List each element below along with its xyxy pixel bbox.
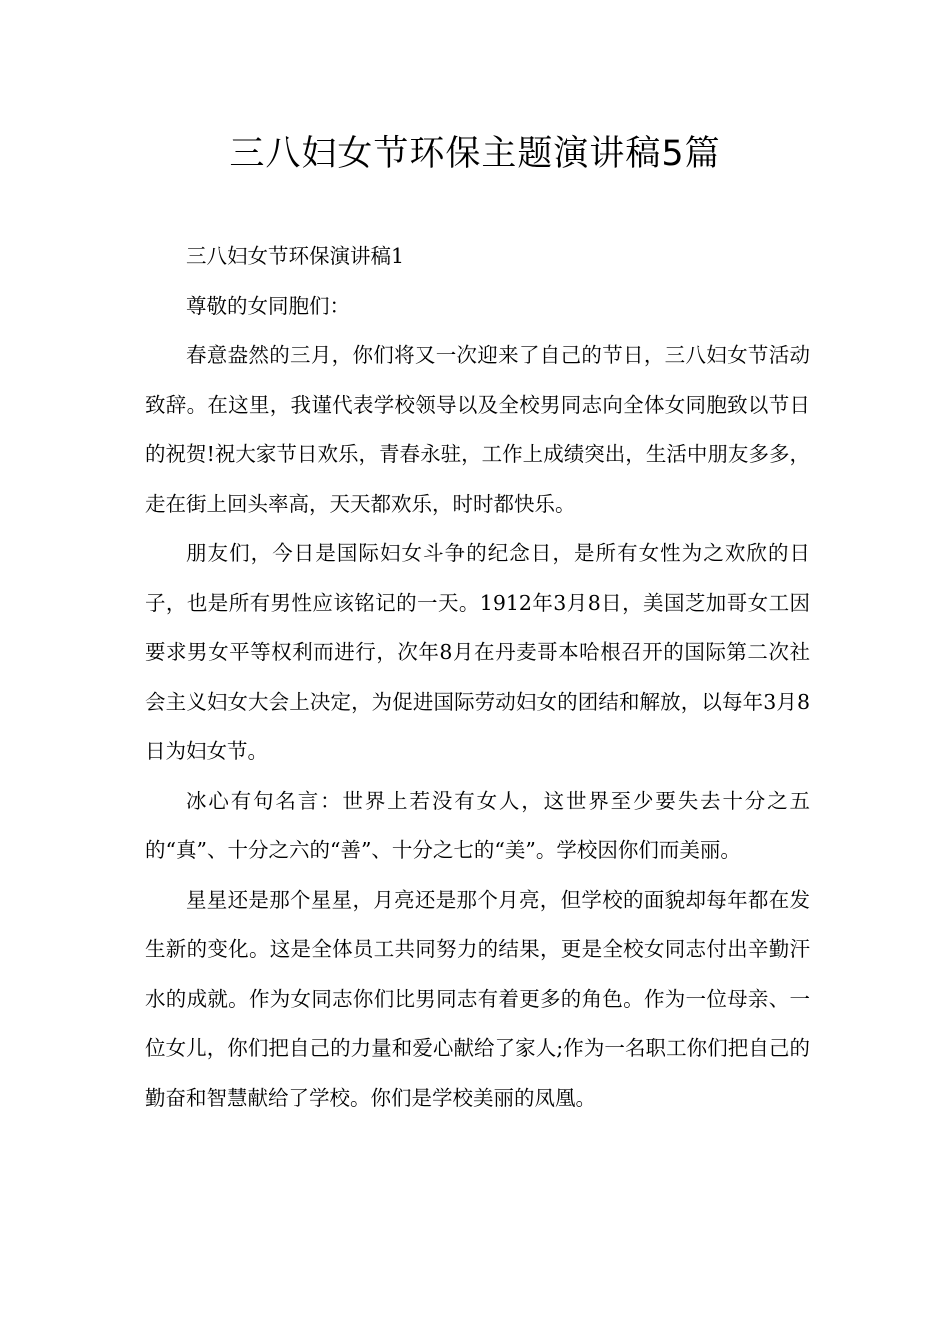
document-body — [145, 232, 810, 1123]
body-paragraph: 朋友们，今日是国际妇女斗争的纪念日，是所有女性为之欢欣的日子，也是所有男性应该铭记的一天。1912年3月8日，美国芝加哥女工因要求男女平等权利而进行，次年8月在丹麦哥本哈根召开的国际第二次社会主义妇女大会上决定，为促进国际劳动妇女的团结和解放，以每年3月8日为妇女节。 — [145, 541, 810, 763]
body-paragraph: 春意盎然的三月，你们将又一次迎来了自己的节日，三八妇女节活动致辞。在这里，我谨代表学校领导以及全校男同志向全体女同胞致以节日的祝贺!祝大家节日欢乐，青春永驻，工作上成绩突出，生活中朋友多多，走在街上回头率高，天天都欢乐，时时都快乐。 — [145, 343, 810, 516]
section-heading: 三八妇女节环保演讲稿1 — [186, 244, 405, 268]
salutation: 尊敬的女同胞们： — [186, 293, 350, 318]
document-title: 三八妇女节环保主题演讲稿5篇 — [229, 134, 721, 174]
body-paragraph: 冰心有句名言：世界上若没有女人，这世界至少要失去十分之五的“真”、十分之六的“善”、十分之七的“美”。学校因你们而美丽。 — [145, 788, 810, 862]
body-paragraph: 星星还是那个星星，月亮还是那个月亮，但学校的面貌却每年都在发生新的变化。这是全体员工共同努力的结果，更是全校女同志付出辛勤汗水的成就。作为女同志你们比男同志有着更多的角色。作为一位母亲、一位女儿，你们把自己的力量和爱心献给了家人;作为一名职工你们把自己的勤奋和智慧献给了学校。你们是学校美丽的凤凰。 — [145, 887, 810, 1110]
